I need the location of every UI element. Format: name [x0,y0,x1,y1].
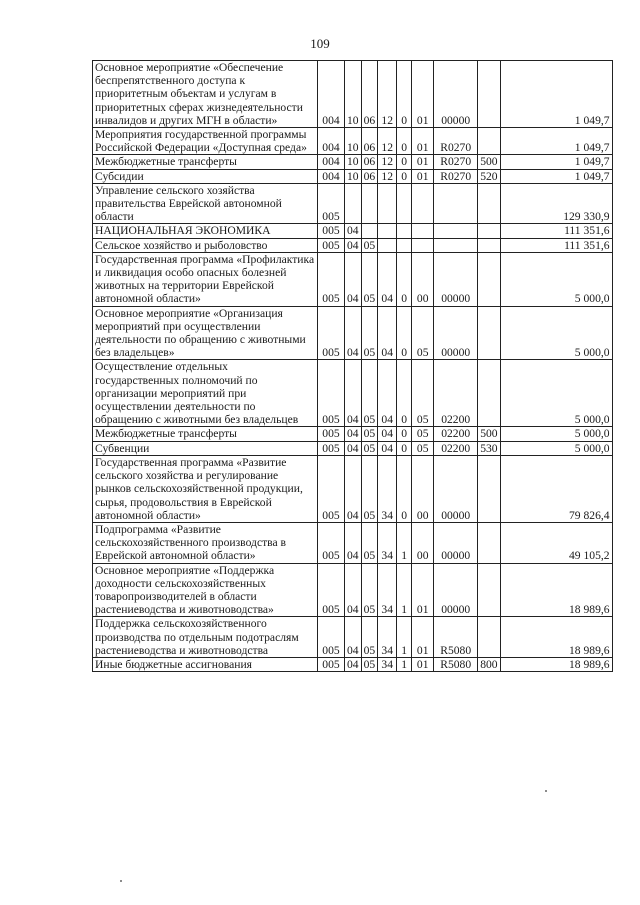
cell-program-code: 34 [378,455,397,522]
cell-amount: 1 049,7 [500,155,612,169]
cell-ministry-code: 005 [318,224,345,238]
row-name: Подпрограмма «Развитие сельскохозяйственного производства в Еврейской автономной области» [93,522,318,563]
cell-subsection-code: 05 [361,563,378,617]
cell-subprogram-code: 0 [397,306,412,360]
cell-subprogram-code [397,183,412,224]
cell-activity-code: 05 [412,360,434,427]
cell-direction-code: 00000 [434,563,478,617]
cell-program-code: 12 [378,128,397,155]
cell-ministry-code: 005 [318,427,345,441]
cell-program-code: 04 [378,360,397,427]
cell-direction-code: 00000 [434,252,478,306]
cell-expense-type: 500 [478,155,500,169]
cell-expense-type [478,455,500,522]
cell-expense-type: 500 [478,427,500,441]
table-row [93,61,613,128]
table-row [93,128,613,155]
row-name: Основное мероприятие «Обеспечение беспрепятственного доступа к приоритетным объектам и услугам в приоритетных сферах жизнедеятельности инвалидов и других МГН в области» [93,61,318,128]
cell-program-code: 12 [378,155,397,169]
cell-ministry-code: 005 [318,183,345,224]
table-row [93,441,613,455]
cell-activity-code: 01 [412,61,434,128]
cell-expense-type [478,224,500,238]
cell-activity-code [412,238,434,252]
cell-expense-type [478,238,500,252]
cell-section-code: 04 [345,224,362,238]
cell-program-code: 34 [378,657,397,671]
cell-subsection-code: 06 [361,155,378,169]
table-row [93,427,613,441]
cell-subprogram-code: 0 [397,427,412,441]
cell-ministry-code: 004 [318,169,345,183]
cell-subprogram-code: 1 [397,657,412,671]
cell-amount: 49 105,2 [500,522,612,563]
cell-expense-type [478,522,500,563]
cell-subsection-code: 06 [361,61,378,128]
table-row [93,563,613,617]
cell-direction-code: 02200 [434,441,478,455]
cell-section-code: 04 [345,657,362,671]
cell-subprogram-code: 0 [397,128,412,155]
cell-direction-code: R5080 [434,617,478,658]
cell-subprogram-code: 0 [397,169,412,183]
cell-ministry-code: 005 [318,441,345,455]
cell-section-code: 10 [345,128,362,155]
cell-subprogram-code: 0 [397,455,412,522]
cell-expense-type: 520 [478,169,500,183]
cell-ministry-code: 005 [318,617,345,658]
cell-program-code: 04 [378,441,397,455]
row-name: Управление сельского хозяйства правительства Еврейской автономной области [93,183,318,224]
cell-section-code: 04 [345,455,362,522]
cell-expense-type [478,252,500,306]
cell-expense-type [478,183,500,224]
cell-amount: 5 000,0 [500,252,612,306]
cell-subsection-code: 05 [361,427,378,441]
cell-section-code: 04 [345,563,362,617]
cell-expense-type [478,61,500,128]
cell-section-code: 04 [345,238,362,252]
row-name: Основное мероприятие «Организация мероприятий при осуществлении деятельности по обращению с животными без владельцев» [93,306,318,360]
cell-section-code: 04 [345,252,362,306]
cell-ministry-code: 005 [318,522,345,563]
cell-program-code: 12 [378,61,397,128]
cell-subprogram-code: 0 [397,441,412,455]
cell-subsection-code: 06 [361,128,378,155]
page-number: 109 [310,36,330,51]
cell-ministry-code: 005 [318,360,345,427]
table-row [93,183,613,224]
cell-activity-code: 01 [412,563,434,617]
cell-subprogram-code: 0 [397,61,412,128]
row-name: Мероприятия государственной программы Российской Федерации «Доступная среда» [93,128,318,155]
cell-expense-type [478,617,500,658]
cell-direction-code: 00000 [434,522,478,563]
cell-program-code [378,183,397,224]
cell-ministry-code: 004 [318,61,345,128]
cell-program-code: 34 [378,522,397,563]
cell-program-code: 04 [378,427,397,441]
cell-program-code: 04 [378,252,397,306]
cell-amount: 1 049,7 [500,61,612,128]
cell-program-code: 34 [378,617,397,658]
cell-ministry-code: 005 [318,563,345,617]
scan-speck [120,880,122,882]
table-row [93,155,613,169]
table-row [93,252,613,306]
cell-ministry-code: 005 [318,455,345,522]
cell-subsection-code [361,183,378,224]
table-row [93,224,613,238]
cell-ministry-code: 005 [318,657,345,671]
cell-section-code [345,183,362,224]
table-row [93,455,613,522]
cell-amount: 1 049,7 [500,128,612,155]
row-name: Иные бюджетные ассигнования [93,657,318,671]
cell-activity-code: 00 [412,455,434,522]
cell-expense-type [478,128,500,155]
cell-subprogram-code: 0 [397,252,412,306]
cell-direction-code [434,224,478,238]
cell-program-code: 34 [378,563,397,617]
cell-subsection-code: 05 [361,617,378,658]
cell-subsection-code: 05 [361,441,378,455]
cell-subprogram-code: 0 [397,360,412,427]
budget-table [92,60,613,672]
row-name: Государственная программа «Развитие сельского хозяйства и регулирование рынков сельскохозяйственной продукции, сырья, продовольствия в Еврейской автономной области» [93,455,318,522]
row-name: НАЦИОНАЛЬНАЯ ЭКОНОМИКА [93,224,318,238]
cell-section-code: 04 [345,360,362,427]
cell-program-code [378,224,397,238]
cell-subsection-code: 06 [361,169,378,183]
cell-expense-type [478,563,500,617]
cell-section-code: 04 [345,617,362,658]
cell-subprogram-code: 1 [397,522,412,563]
cell-amount: 5 000,0 [500,306,612,360]
cell-activity-code: 01 [412,169,434,183]
cell-subprogram-code: 1 [397,617,412,658]
cell-ministry-code: 005 [318,238,345,252]
cell-amount: 79 826,4 [500,455,612,522]
cell-ministry-code: 004 [318,155,345,169]
cell-expense-type: 800 [478,657,500,671]
cell-subprogram-code [397,238,412,252]
table-row [93,169,613,183]
cell-program-code: 04 [378,306,397,360]
table-row [93,238,613,252]
cell-expense-type: 530 [478,441,500,455]
row-name: Субвенции [93,441,318,455]
cell-subprogram-code [397,224,412,238]
cell-amount: 18 989,6 [500,563,612,617]
cell-section-code: 10 [345,169,362,183]
cell-amount: 129 330,9 [500,183,612,224]
row-name: Основное мероприятие «Поддержка доходности сельскохозяйственных товаропроизводителей в области растениеводства и животноводства» [93,563,318,617]
cell-direction-code: R5080 [434,657,478,671]
cell-activity-code: 00 [412,522,434,563]
cell-direction-code: 02200 [434,360,478,427]
cell-amount: 18 989,6 [500,617,612,658]
cell-activity-code [412,224,434,238]
cell-activity-code: 01 [412,657,434,671]
cell-activity-code: 01 [412,155,434,169]
cell-subsection-code: 05 [361,360,378,427]
row-name: Межбюджетные трансферты [93,155,318,169]
cell-subsection-code: 05 [361,252,378,306]
row-name: Осуществление отдельных государственных полномочий по организации мероприятий при осуществлении деятельности по обращению с животными без владельцев [93,360,318,427]
cell-section-code: 04 [345,522,362,563]
cell-expense-type [478,306,500,360]
cell-activity-code: 00 [412,252,434,306]
cell-direction-code [434,238,478,252]
cell-direction-code: 00000 [434,61,478,128]
cell-section-code: 04 [345,427,362,441]
table-row [93,657,613,671]
cell-direction-code: 00000 [434,455,478,522]
row-name: Сельское хозяйство и рыболовство [93,238,318,252]
cell-amount: 5 000,0 [500,441,612,455]
cell-direction-code: R0270 [434,155,478,169]
cell-ministry-code: 005 [318,306,345,360]
cell-direction-code [434,183,478,224]
cell-subsection-code: 05 [361,455,378,522]
cell-ministry-code: 005 [318,252,345,306]
scan-speck [545,790,547,792]
cell-subprogram-code: 1 [397,563,412,617]
cell-expense-type [478,360,500,427]
table-body [93,61,613,672]
cell-section-code: 10 [345,155,362,169]
cell-direction-code: R0270 [434,169,478,183]
table-row [93,617,613,658]
cell-amount: 5 000,0 [500,360,612,427]
cell-section-code: 04 [345,306,362,360]
cell-direction-code: 02200 [434,427,478,441]
cell-subsection-code [361,224,378,238]
cell-section-code: 04 [345,441,362,455]
cell-activity-code: 05 [412,306,434,360]
cell-program-code [378,238,397,252]
table-row [93,306,613,360]
row-name: Субсидии [93,169,318,183]
cell-ministry-code: 004 [318,128,345,155]
cell-subsection-code: 05 [361,238,378,252]
cell-subsection-code: 05 [361,306,378,360]
row-name: Межбюджетные трансферты [93,427,318,441]
cell-amount: 111 351,6 [500,224,612,238]
cell-subprogram-code: 0 [397,155,412,169]
cell-activity-code: 01 [412,617,434,658]
cell-amount: 5 000,0 [500,427,612,441]
table-row [93,522,613,563]
cell-activity-code: 05 [412,441,434,455]
cell-amount: 1 049,7 [500,169,612,183]
cell-activity-code: 01 [412,128,434,155]
cell-subsection-code: 05 [361,657,378,671]
cell-program-code: 12 [378,169,397,183]
cell-subsection-code: 05 [361,522,378,563]
cell-direction-code: 00000 [434,306,478,360]
table-row [93,360,613,427]
cell-amount: 18 989,6 [500,657,612,671]
row-name: Поддержка сельскохозяйственного производства по отдельным подотраслям растениеводства и животноводства [93,617,318,658]
cell-activity-code: 05 [412,427,434,441]
row-name: Государственная программа «Профилактика и ликвидация особо опасных болезней животных на территории Еврейской автономной области» [93,252,318,306]
cell-section-code: 10 [345,61,362,128]
cell-direction-code: R0270 [434,128,478,155]
cell-activity-code [412,183,434,224]
cell-amount: 111 351,6 [500,238,612,252]
